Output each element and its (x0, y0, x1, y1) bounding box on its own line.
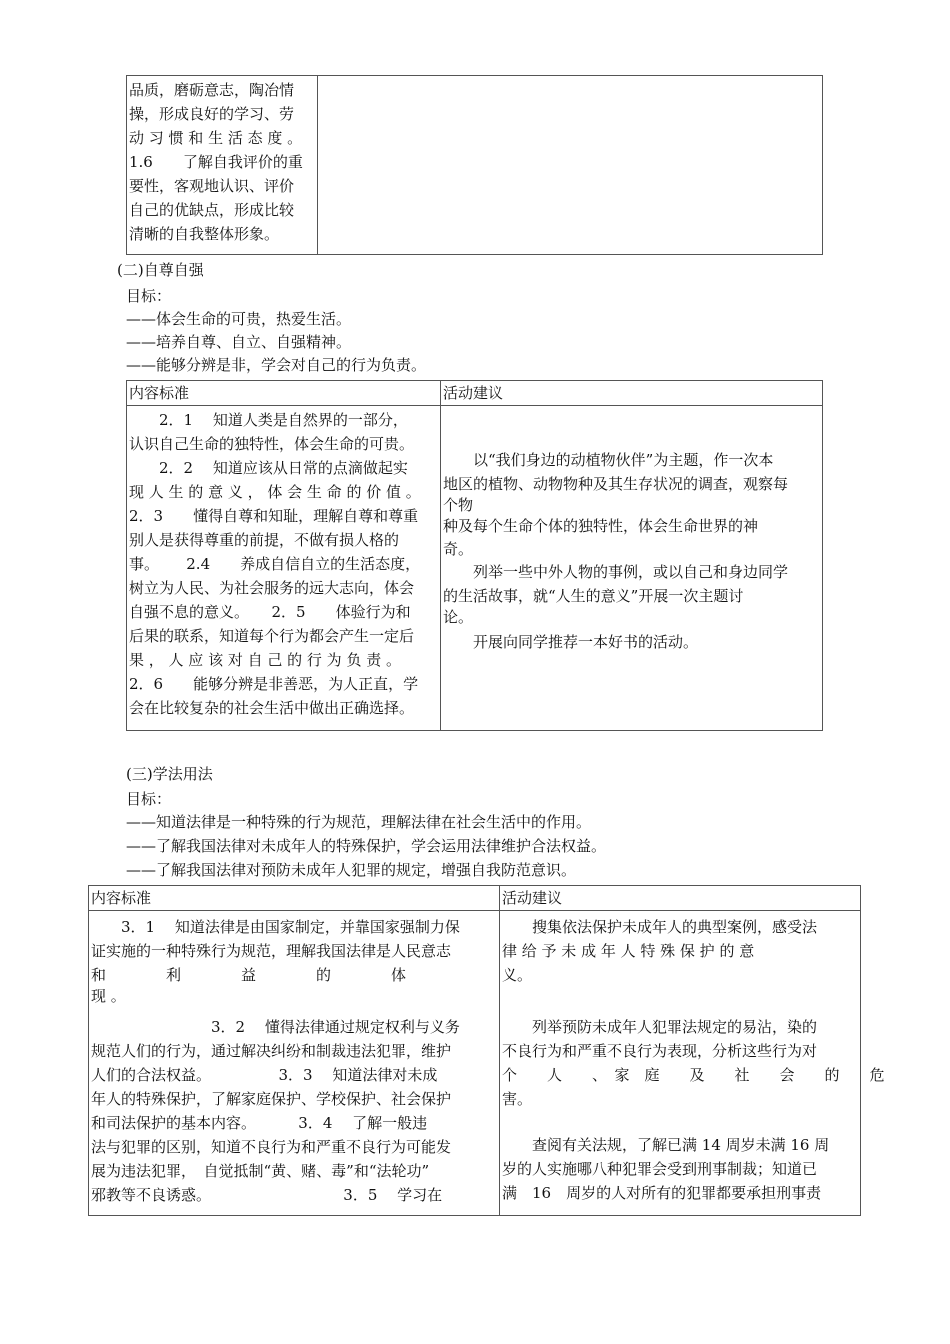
text-line: 自己的优缺点，形成比较 (129, 201, 295, 219)
text-line: 2．3 懂得自尊和知耻，理解自尊和尊重 (129, 507, 419, 525)
content-standard-cell (127, 76, 318, 255)
text-line: 列举一些中外人物的事例，或以自己和身边同学 (443, 563, 789, 581)
text-line: 律 给 予 未 成 年 人 特 殊 保 护 的 意 (502, 942, 755, 960)
text-line: 义。 (502, 966, 533, 984)
goal-item: ——知道法律是一种特殊的行为规范，理解法律在社会生活中的作用。 (126, 813, 592, 831)
standards-table-3 (88, 885, 885, 1216)
text-line: 人们的合法权益。 3．3 知道法律对未成 (91, 1066, 438, 1084)
text-line: 展为违法犯罪， 自觉抵制“黄、赌、毒”和“法轮功” (91, 1162, 430, 1180)
goal-item: ——了解我国法律对预防未成年人犯罪的规定，增强自我防范意识。 (126, 861, 577, 879)
section-heading: (二)自尊自强 (117, 261, 204, 279)
text-line: 搜集依法保护未成年人的典型案例，感受法 (502, 918, 818, 936)
text-line: 2．1 知道人类是自然界的一部分， (129, 411, 408, 429)
goal-item: ——培养自尊、自立、自强精神。 (126, 333, 352, 351)
text-line: 证实施的一种特殊行为规范，理解我国法律是人民意志 (91, 942, 452, 960)
text-line: 满 16 周岁的人对所有的犯罪都要承担刑事责 (502, 1184, 822, 1202)
text-line: 现 人 生 的 意 义 ， 体 会 生 命 的 价 值 。 (129, 483, 421, 501)
text-line: 动 习 惯 和 生 活 态 度 。 (129, 129, 303, 147)
column-header: 活动建议 (441, 381, 823, 406)
text-line: 1.6 了解自我评价的重 (129, 153, 303, 171)
goal-item: ——体会生命的可贵，热爱生活。 (126, 310, 352, 328)
text-line: 事。 2.4 养成自信自立的生活态度， (129, 555, 421, 573)
text-line: 树立为人民、为社会服务的远大志向，体会 (129, 579, 415, 597)
text-line: 以“我们身边的动植物伙伴”为主题，作一次本 (443, 451, 774, 469)
text-line: 果 ， 人 应 该 对 自 己 的 行 为 负 责 。 (129, 651, 401, 669)
text-line: 现 。 (91, 987, 126, 1005)
standards-table-2 (126, 380, 823, 731)
text-line: 别人是获得尊重的前提，不做有损人格的 (129, 531, 400, 549)
text-line: 的生活故事，就“人生的意义”开展一次主题讨 (443, 587, 744, 605)
text-line: 2．6 能够分辨是非善恶，为人正直，学 (129, 675, 419, 693)
text-line: 3．2 懂得法律通过规定权利与义务 (91, 1018, 460, 1036)
text-line: 会在比较复杂的社会生活中做出正确选择。 (129, 699, 415, 717)
activity-cell-empty (318, 76, 823, 255)
text-line: 3．1 知道法律是由国家制定，并靠国家强制力保 (91, 918, 460, 936)
text-line: 害。 (502, 1090, 533, 1108)
goal-item: ——了解我国法律对未成年人的特殊保护，学会运用法律维护合法权益。 (126, 837, 607, 855)
text-line (502, 1111, 858, 1133)
text-line: 后果的联系，知道每个行为都会产生一定后 (129, 627, 415, 645)
content-standard-cell (89, 911, 500, 1216)
text-line: 清晰的自我整体形象。 (129, 225, 280, 243)
section-heading: (三)学法用法 (126, 765, 213, 783)
text-line: 奇。 (443, 540, 474, 558)
column-header: 活动建议 (500, 886, 861, 911)
text-line: 邪教等不良诱惑。 3．5 学习在 (91, 1186, 443, 1204)
text-line: 种及每个生命个体的独特性，体会生命世界的神 (443, 517, 759, 535)
text-line: 开展向同学推荐一本好书的活动。 (443, 633, 699, 651)
activity-cell (500, 911, 885, 1216)
table-continuation (126, 75, 823, 255)
text-line: 个 人 、 家 庭 及 社 会 的 危 (502, 1066, 885, 1084)
text-line: 法与犯罪的区别，知道不良行为和严重不良行为可能发 (91, 1138, 452, 1156)
text-line: 和 利 益 的 体 (91, 966, 407, 984)
content-standard-cell (127, 406, 441, 731)
text-line: 地区的植物、动物物种及其生存状况的调查，观察每 (443, 475, 789, 493)
text-line: 2．2 知道应该从日常的点滴做起实 (129, 459, 408, 477)
text-line: 和司法保护的基本内容。 3．4 了解一般违 (91, 1114, 428, 1132)
text-line: 个物 (443, 496, 474, 514)
text-line: 自强不息的意义。 2．5 体验行为和 (129, 603, 411, 621)
text-line: 查阅有关法规，了解已满 14 周岁未满 16 周 (502, 1136, 830, 1154)
text-line: 品质，磨砺意志，陶冶情 (129, 81, 295, 99)
text-line: 规范人们的行为，通过解决纠纷和制裁违法犯罪，维护 (91, 1042, 452, 1060)
text-line (502, 987, 858, 1015)
text-line: 认识自己生命的独特性，体会生命的可贵。 (129, 435, 415, 453)
goal-item: ——能够分辨是非，学会对自己的行为负责。 (126, 356, 427, 374)
text-line: 操，形成良好的学习、劳 (129, 105, 295, 123)
text-line: 论。 (443, 608, 474, 626)
text-line: 不良行为和严重不良行为表现，分析这些行为对 (502, 1042, 818, 1060)
text-line: 岁的人实施哪八种犯罪会受到刑事制裁；知道已 (502, 1160, 818, 1178)
text-line: 列举预防未成年人犯罪法规定的易沾，染的 (502, 1018, 818, 1036)
text-line: 要性，客观地认识、评价 (129, 177, 295, 195)
goal-label: 目标： (126, 790, 172, 808)
text-line: 年人的特殊保护，了解家庭保护、学校保护、社会保护 (91, 1090, 452, 1108)
column-header: 内容标准 (89, 886, 500, 911)
activity-cell (441, 406, 823, 731)
goal-label: 目标： (126, 287, 172, 305)
column-header: 内容标准 (127, 381, 441, 406)
